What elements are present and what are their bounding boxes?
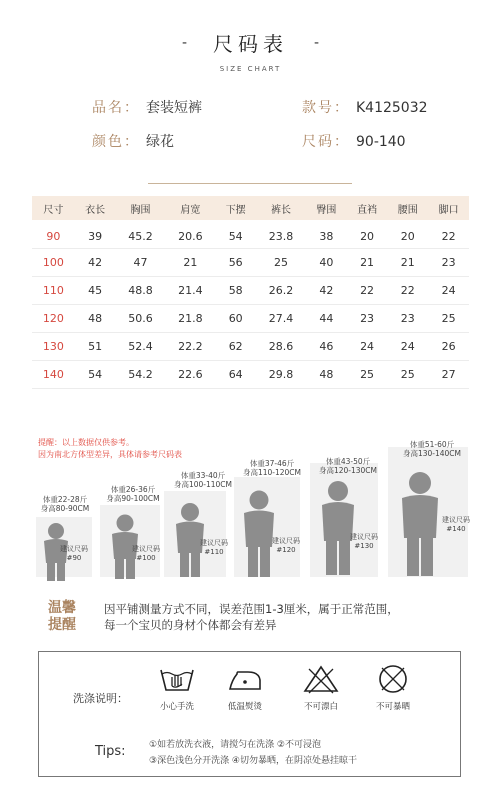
table-cell: 44 (306, 304, 347, 332)
product-size-value: 90-140 (356, 134, 406, 150)
kid-weight: 体重51-60斤 (409, 440, 455, 449)
header (0, 28, 501, 73)
kid-weight-height (28, 495, 102, 513)
kids-size-guide (30, 440, 475, 585)
table-cell: 23.8 (256, 220, 306, 248)
table-cell: 48.8 (116, 276, 166, 304)
col-header: 脚口 (428, 196, 469, 220)
table-cell: 29.8 (256, 360, 306, 388)
table-cell: 22 (387, 276, 428, 304)
tips-line: ③深色浅色分开洗涤 ④切勿暴晒，在阴凉处悬挂晾干 (149, 756, 357, 766)
table-cell: 64 (215, 360, 256, 388)
kid-weight: 体重33-40斤 (180, 471, 226, 480)
product-name (92, 97, 202, 117)
table-cell: 22 (428, 220, 469, 248)
product-name-value: 套装短裤 (146, 100, 202, 116)
table-cell: 24 (347, 332, 388, 360)
title-row (0, 28, 501, 57)
child-silhouette-icon (394, 470, 446, 580)
suggested-size-value: #100 (136, 554, 156, 562)
kid-weight: 体重43-50斤 (325, 457, 371, 466)
suggested-size-value: #120 (276, 546, 296, 554)
kid-weight-height (232, 459, 312, 477)
low-iron-caption: 低温熨烫 (227, 702, 262, 712)
col-header: 腰围 (387, 196, 428, 220)
tips-lines (149, 737, 357, 769)
product-name-label: 品名： (92, 100, 140, 116)
size-table (32, 196, 469, 389)
table-cell: 51 (75, 332, 116, 360)
suggested-size-label: 建议尺码 (442, 516, 470, 524)
table-cell: 48 (306, 360, 347, 388)
suggested-size-label: 建议尺码 (60, 545, 88, 553)
table-cell: 26.2 (256, 276, 306, 304)
table-cell: 27.4 (256, 304, 306, 332)
col-header: 直裆 (347, 196, 388, 220)
table-cell: 45 (75, 276, 116, 304)
kid-suggestion (60, 545, 88, 563)
divider (148, 183, 352, 184)
kid-height: 身高130-140CM (402, 449, 462, 458)
kid-height: 身高100-110CM (173, 480, 233, 489)
child-silhouette-icon (236, 489, 282, 581)
table-cell: 58 (215, 276, 256, 304)
kid-size-120 (232, 459, 308, 585)
care-label: 洗涤说明： (73, 692, 128, 705)
no-sun-dry-icon (374, 664, 412, 694)
table-cell: 23 (387, 304, 428, 332)
table-row (32, 220, 469, 248)
no-sun-caption: 不可暴晒 (375, 702, 410, 712)
hand-wash-caption: 小心手洗 (159, 702, 194, 712)
kid-suggestion (272, 537, 300, 555)
table-cell: 24 (387, 332, 428, 360)
care-low-iron (213, 664, 277, 712)
table-cell: 54 (75, 360, 116, 388)
product-color-value: 绿花 (146, 134, 174, 150)
iron-icon (226, 664, 264, 694)
reminder-line: 因为南北方体型差异，具体请参考尺码表 (38, 450, 182, 459)
table-row (32, 276, 469, 304)
kid-weight-height (390, 440, 474, 458)
care-no-sun (361, 664, 425, 712)
table-cell: 23 (428, 248, 469, 276)
care-instructions (38, 651, 461, 777)
product-sku-value: K4125032 (356, 100, 428, 116)
col-header: 臀围 (306, 196, 347, 220)
kid-suggestion (350, 533, 378, 551)
kid-suggestion (132, 545, 160, 563)
reminder-line: 提醒：以上数据仅供参考。 (38, 438, 134, 447)
suggested-size-value: #140 (446, 525, 466, 533)
suggested-size-value: #90 (66, 554, 82, 562)
table-cell: 39 (75, 220, 116, 248)
table-cell: 50.6 (116, 304, 166, 332)
product-color (92, 131, 174, 151)
table-cell: 48 (75, 304, 116, 332)
warm-tip-title-line: 温馨 (48, 600, 76, 616)
kid-size-130 (310, 457, 386, 585)
kid-size-100 (98, 485, 168, 585)
table-cell: 25 (428, 304, 469, 332)
warm-tip-text (104, 601, 464, 633)
table-cell: 21 (347, 248, 388, 276)
table-cell: 28.6 (256, 332, 306, 360)
product-sku (302, 97, 428, 117)
suggested-size-label: 建议尺码 (200, 539, 228, 547)
size-table-header (32, 196, 469, 220)
table-cell: 45.2 (116, 220, 166, 248)
table-cell: 25 (256, 248, 306, 276)
child-silhouette-icon (314, 479, 362, 579)
kid-suggestion (200, 539, 228, 557)
col-header: 尺寸 (32, 196, 75, 220)
kid-suggestion (442, 516, 470, 534)
title-dash-right: - (314, 34, 320, 51)
table-cell: 20.6 (165, 220, 215, 248)
table-cell: 20 (347, 220, 388, 248)
col-header: 衣长 (75, 196, 116, 220)
hand-wash-icon (158, 664, 196, 694)
table-cell: 20 (387, 220, 428, 248)
warm-tip-line: 每一个宝贝的身材个体都会有差异 (104, 618, 277, 632)
col-header: 胸围 (116, 196, 166, 220)
product-size-label: 尺码： (302, 134, 350, 150)
table-cell: 54 (215, 220, 256, 248)
table-cell: 25 (387, 360, 428, 388)
table-cell: 52.4 (116, 332, 166, 360)
size-cell: 90 (32, 220, 75, 248)
kid-size-110 (162, 471, 236, 585)
suggested-size-label: 建议尺码 (132, 545, 160, 553)
table-cell: 23 (347, 304, 388, 332)
size-cell: 140 (32, 360, 75, 388)
page-subtitle: SIZE CHART (219, 65, 282, 73)
tips-line: ①如若放洗衣液，请搅匀在洗涤 ②不可浸泡 (149, 740, 321, 750)
table-cell: 54.2 (116, 360, 166, 388)
size-cell: 130 (32, 332, 75, 360)
product-color-label: 颜色： (92, 134, 140, 150)
size-cell: 120 (32, 304, 75, 332)
page-title: 尺码表 (213, 32, 288, 56)
no-bleach-caption: 不可漂白 (303, 702, 338, 712)
kid-size-90 (30, 495, 100, 585)
kid-weight: 体重26-36斤 (110, 485, 156, 494)
kid-height: 身高80-90CM (40, 504, 90, 513)
table-cell: 22.6 (165, 360, 215, 388)
suggested-size-label: 建议尺码 (272, 537, 300, 545)
kid-weight: 体重37-46斤 (249, 459, 295, 468)
table-cell: 21 (387, 248, 428, 276)
kid-height: 身高110-120CM (242, 468, 302, 477)
col-header: 裤长 (256, 196, 306, 220)
table-cell: 21 (165, 248, 215, 276)
table-row (32, 304, 469, 332)
col-header: 肩宽 (165, 196, 215, 220)
table-cell: 22 (347, 276, 388, 304)
table-cell: 24 (428, 276, 469, 304)
table-cell: 21.4 (165, 276, 215, 304)
care-hand-wash (145, 664, 209, 712)
col-header: 下摆 (215, 196, 256, 220)
kid-size-140 (390, 440, 474, 585)
table-cell: 47 (116, 248, 166, 276)
suggested-size-value: #110 (204, 548, 224, 556)
table-cell: 22.2 (165, 332, 215, 360)
kid-height: 身高90-100CM (106, 494, 160, 503)
product-size-range (302, 131, 406, 151)
care-no-bleach (289, 664, 353, 712)
table-cell: 40 (306, 248, 347, 276)
kid-height: 身高120-130CM (318, 466, 378, 475)
table-row (32, 360, 469, 388)
table-cell: 27 (428, 360, 469, 388)
tips-label: Tips: (95, 744, 126, 759)
table-cell: 25 (347, 360, 388, 388)
warm-tip-title-line: 提醒 (48, 617, 76, 633)
kid-weight-height (308, 457, 388, 475)
no-bleach-icon (302, 664, 340, 694)
warm-tip-line: 因平铺测量方式不同，误差范围1-3厘米，属于正常范围， (104, 602, 399, 616)
product-sku-label: 款号： (302, 100, 350, 116)
kid-weight: 体重22-28斤 (42, 495, 88, 504)
table-cell: 62 (215, 332, 256, 360)
size-cell: 110 (32, 276, 75, 304)
suggested-size-value: #130 (354, 542, 374, 550)
table-cell: 42 (75, 248, 116, 276)
table-cell: 42 (306, 276, 347, 304)
size-cell: 100 (32, 248, 75, 276)
table-cell: 60 (215, 304, 256, 332)
title-dash-left: - (181, 34, 187, 51)
table-cell: 21.8 (165, 304, 215, 332)
table-cell: 26 (428, 332, 469, 360)
warm-tip-title (48, 600, 84, 634)
suggested-size-label: 建议尺码 (350, 533, 378, 541)
table-row (32, 332, 469, 360)
table-cell: 46 (306, 332, 347, 360)
table-cell: 56 (215, 248, 256, 276)
table-cell: 38 (306, 220, 347, 248)
table-row (32, 248, 469, 276)
